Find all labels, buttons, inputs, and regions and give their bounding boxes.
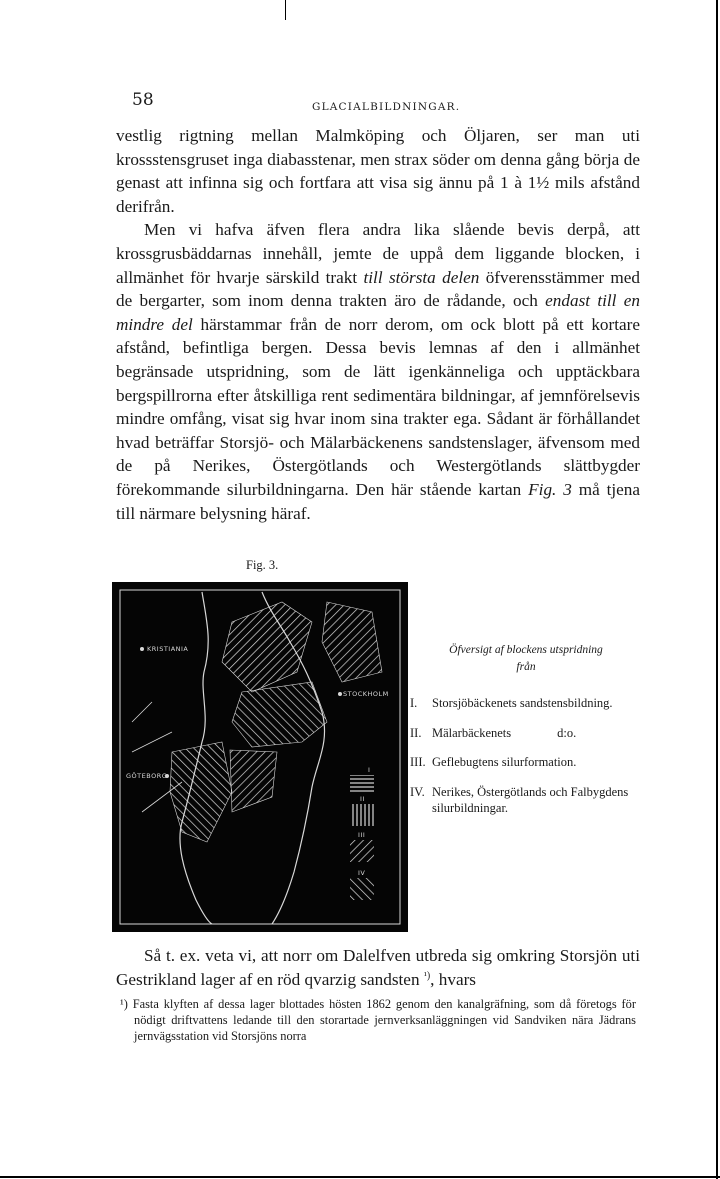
map-illustration — [112, 582, 408, 932]
page-edge-right — [716, 0, 718, 1179]
emphasis-till-storsta-delen: till största delen — [363, 267, 480, 287]
key-swatch-iii — [350, 840, 374, 862]
running-head: GLACIALBILDNINGAR. — [312, 101, 461, 113]
legend-title-line-2: från — [516, 660, 536, 673]
upper-body-text — [116, 124, 640, 525]
region-iv-silur — [170, 742, 232, 842]
legend-number-i: I. — [410, 696, 418, 710]
lower-body-text — [116, 944, 640, 991]
legend-title-line-1: Öfversigt af blockens utspridning — [449, 644, 603, 656]
figure-reference: Fig. 3 — [528, 479, 572, 499]
key-label-ii: II — [360, 795, 365, 803]
paragraph-1: vestlig rigtning mellan Malmköping och Öljaren, ser man uti krossstensgruset inga diabasstenar, men strax söder om denna gång börja de genast att infinna sig och fortfara att visa sig ännu på 1 à 1½ mils afstånd derifrån. — [116, 126, 640, 216]
emphasis-endast: endast till en mindre del — [116, 291, 640, 334]
legend-ditto: d:o. — [557, 725, 577, 740]
paragraph-2-part-g: må tjena till närmare belysning häraf. — [116, 479, 641, 523]
paragraph-3-part-a: Så t. ex. veta vi, att norr om Dalelfven utbreda sig omkring Storsjön uti Gestrikland lager af en röd qvarzig sandsten — [116, 946, 640, 989]
key-label-i: I — [368, 766, 371, 774]
stockholm-marker — [338, 692, 342, 696]
label-kristiania: KRISTIANIA — [147, 645, 189, 653]
region-ii-malaren — [232, 682, 327, 747]
label-goteborg: GÖTEBORG — [126, 772, 168, 780]
legend-item-i — [410, 695, 642, 712]
footnote-text: Fasta klyften af dessa lager blottades hösten 1862 genom den kanalgräfning, som då företogs för nödigt driftvattens ledande till den storartade jernverksanläggningen vid Sandviken nära Jädrans jernvägsstation vid Storsjöns norra — [132, 997, 636, 1043]
kristiania-marker — [140, 647, 144, 651]
paragraph-2-part-a: Men vi hafva äfven flera andra lika slående bevis derpå, att krossgrusbäddarnas innehåll, jemte de uppå dem liggande blocken, i allmänhet för hvarje särskild trakt — [116, 220, 640, 287]
map-figure — [112, 582, 408, 932]
footnote — [116, 996, 636, 1044]
figure-caption: Fig. 3. — [246, 558, 279, 572]
legend-text-i: Storsjöbäckenets sandstensbildning. — [432, 696, 613, 710]
page-number: 58 — [132, 90, 154, 110]
legend-text-ii — [432, 725, 642, 742]
legend-item-ii — [410, 725, 642, 742]
paragraph-3-part-b: , hvars — [430, 969, 476, 989]
key-swatch-ii — [350, 804, 374, 826]
key-label-iii: III — [358, 831, 366, 839]
region-iv-ostergotland — [230, 750, 277, 812]
legend-text-iv: Nerikes, Östergötlands och Falbygdens silurbildningar. — [432, 784, 629, 815]
paragraph-3 — [116, 944, 640, 991]
legend-number-iv: IV. — [410, 784, 425, 799]
key-swatch-i — [350, 775, 374, 793]
legend-text-ii-name: Mälarbäckenets — [432, 725, 512, 740]
map-legend — [410, 642, 642, 830]
page-edge-top — [285, 0, 286, 20]
key-label-iv: IV — [358, 869, 366, 877]
paragraph-2 — [116, 218, 640, 525]
footnote-paragraph — [116, 996, 636, 1044]
label-stockholm: STOCKHOLM — [343, 690, 389, 698]
region-i-storsjo — [222, 602, 312, 692]
key-swatch-iv — [350, 878, 374, 900]
footnote-mark: ¹) — [120, 997, 128, 1011]
paragraph-2-part-c: öfverensstämmer med de bergarter, som inom denna trakten äro de rådande, och — [116, 267, 641, 311]
page-edge-bottom — [0, 1176, 720, 1178]
legend-number-iii: III. — [410, 755, 426, 769]
footnote-reference[interactable]: ¹) — [423, 969, 431, 981]
region-iii-geflebugten — [322, 602, 382, 682]
legend-item-iii — [410, 754, 642, 771]
legend-number-ii: II. — [410, 725, 422, 740]
paragraph-2-part-e: härstammar från de norr derom, om ock blott på ett kortare afstånd, befintliga bergen. Dessa bevis lemnas af den i allmänhet begränsade utspridning, som de lätt igenkänneliga och upptäckbara bergspillrorna efter åtskilliga rent sedimentära bildningar, af jemnförelsevis mindre omfång, visat sig hvar inom sina trakter ega. Sådant är förhållandet hvad beträffar Storsjö- och Mälarbäckenens sandstenslager, äfvensom med de på Nerikes, Östergötlands och Westergötlands slättbygder förekommande silurbildningarna. Den här stående kartan — [116, 314, 640, 499]
legend-title — [410, 642, 642, 675]
legend-text-iii: Geflebugtens silurformation. — [432, 755, 577, 769]
legend-item-iv — [410, 784, 642, 817]
